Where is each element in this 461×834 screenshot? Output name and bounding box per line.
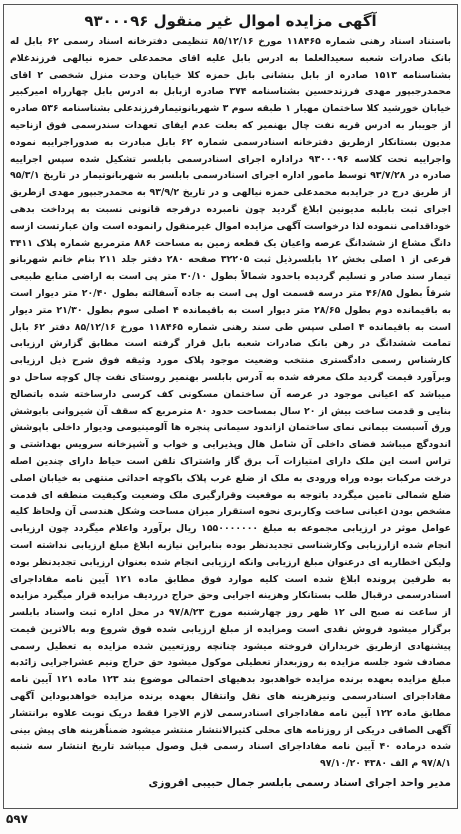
page-number: ۵۹۷ bbox=[6, 812, 28, 826]
auction-notice bbox=[3, 4, 458, 809]
notice-title: آگهی مزایده اموال غیر منقول ۹۳۰۰۰۹۶ bbox=[84, 12, 377, 30]
notice-body-text: باستناد اسناد رهنی شماره ۱۱۸۴۶۵ مورخ ۸۵/۱۲/۱۶ تنظیمی دفترخانه اسناد رسمی ۶۲ بابل له بانک صادرات شعبه سعیدالعلما به ادرس بابل علیه اقای محمدعلی حمزه نیالهی فرزندغلام بشناسنامه ۱۵۱۳ صادره از بابل بنشانی بابل حمزه کلا خیابان وحدت منزل شخصی ۲ اقای محمدرجبپور مهدی فرزندحسین بشناسنامه ۳۷۴ صادره ازبابل به ادرس بابل چهارراه امیرکبیر خیابان خورشید کلا ساختمان مهیار ۱ طبقه سوم ۳ شهربانوتیمارفرزندعلی بشناسنامه ۵۳۶ صادره از جویبار به ادرس قریه نفت چال بهنمیر که بعلت عدم ایفای تعهدات سندرسمی فوق ازناحیه مدیون بستانکار ازطریق دفترخانه اسنادرسمی شماره ۶۲ بابل مبادرت به صدوراجراییه نموده واجراییه تحت کلاسه ۹۳۰۰۰۹۶ دراداره اجرای اسنادرسمی بابلسر تشکیل شده سپس اجراییه صادره در ۹۳/۷/۲۸ توسط مامور اداره اجرای اسنادرسمی بابلسر به شهربانوتیمار در تاریخ ۹۵/۳/۱ از طریق درج در جرایدبه محمدعلی حمزه نیالهی و در تاریخ ۹۳/۹/۲ به محمدرجبپور مهدی ازطریق اجرای ثبت بابلبه مدیونین ابلاغ گردید چون نامبرده درفرجه قانونی نسبت به پرداخت بدهی خوداقدامی ننموده لذا درخواست آگهی مزایده اموال غیرمنقول رانموده است وان عبارتست ازسه دانگ مشاع از ششدانگ عرصه واعیان یک قطعه زمین به مساحت ۸۸۶ مترمربع شماره پلاک ۳۴۱۱ فرعی از ۱ اصلی بخش ۱۲ بابلسرذیل ثبت ۳۲۲۰۵ صفحه ۲۸۰ دفتر جلد ۲۱۱ بنام خانم شهربانو تیمار سند صادر و تسلیم گردیده باحدود شمالاً بطول ۳۰/۱۰ متر پی است به اراضی منابع طبیعی شرقاً بطول ۴۶/۸۵ متر درسه قسمت اول پی است به جاده آسفالته بطول ۲۰/۴۰ متر دیوار است به باقیمانده دوم بطول ۲۸/۶۵ متر دیوار است به باقیمانده ۴ اصلی سوم بطول ۲۱/۳۰ متر دیوار است به باقیمانده ۴ اصلی سپس طی سند رهنی شماره ۱۱۸۴۶۵ مورخ ۸۵/۱۲/۱۶ دفتر ۶۲ بابل تمامت ششدانگ در رهن بانک صادرات شعبه بابل قرار گرفته است مطابق گزارش ارزیابی کارشناس رسمی دادگستری منتخب وضعیت موجود پلاک مورد وثیقه فوق شرح ذیل ارزیابی وبرآورد قیمت گردید ملک معرفه شده به آدرس بابلسر بهنمیر روستای نفت چال کوچه ساحل دو میباشد که اعیانی موجود در عرصه آن ساختمان مسکونی کف کرسی دارساخته شده باتصالح بنایی و قدمت ساخت بیش از ۲۰ سال بمساحت حدود ۸۰ مترمربع که سقف آن شیروانی بابوشش ورق آسبست بیمانی نمای ساختمان ازاندود سیمانی پنجره ها آلومینیومی ودیوار داخلی باپوشش اندودگچ میباشد فضای داخلی آن شامل هال وپذیرایی و خواب و آشپزخانه سرویس بهداشتی و تراس است این ملک دارای امتیازات آب برق گاز واشتراک تلفن است حیاط دارای چندین اصله درخت مرکبات بوده وراه ورودی به ملک از ضلع غرب پلاک باکوچه احداثی منتهی به خیابان اصلی ضلع شمالی تامین میگردد باتوجه به موقعیت وقرارگیری ملک وضعیت وکیفیت منطقه ای قدمت مشخص بودن اعیانی ساخت وکاربری نحوه استقرار میزان مساحت وشکل هندسی آن ولحاظ کلیه عوامل موثر در ارزیابی مجموعه به مبلغ ۱۵۵۰۰۰۰۰۰۰ ریال برآورد واعلام میگردد چون ارزیابی انجام شده ازارزیابی وکارشناسی تجدیدنظر بوده بنابراین نیازبه ابلاغ مبلغ ارزیابی نداشته است وليكن اخطاریه ای درعنوان مبلغ ارزیابی وانکه ارزیابی انجام شده بعنوان ارزیابی تجدیدنظر بوده به طرفین پرونده ابلاغ شده است کلیه موارد فوق مطابق ماده ۱۲۱ آیین نامه مفاداجرای اسنادرسمی درقبال طلب بستانکار وهزینه اجرایی وحق حراج درردیف مزایده قرار میگیرد مزایده از ساعت نه صبح الی ۱۲ ظهر روز چهارشنبه مورخ ۹۷/۸/۲۳ در محل اداره ثبت واسناد بابلسر برگزار میشود فروش نقدی است ومزایده از مبلغ ارزیابی شده فوق شروع وبه بالاترین قیمت پیشنهادی ازطریق خریداران فروخته میشود چنانچه روزتعیین شده مزایده به تعطیل رسمی مصادف شود جلسه مزایده به روزبعداز تعطیلی موکول میشود حق حراج ونیم عشراجرایی زائدبه مبلغ مزایده بعهده برنده مزایده خواهدبود بدهیهای احتمالی موضوع بند ۱۲۳ ماده ۱۲۱ آیین نامه مفاداجرای اسنادرسمی ونیزهزینه های نقل وانتقال بعهده برنده مزایده خواهدبوداین آگهی مطابق ماده ۱۲۲ آیین نامه مفاداجرای اسنادرسمی لازم الاجرا فقط دریک نوبت علاوه برانتشار آگهی الصاقی دریکی از روزنامه های محلی کثیرالانتشار منتشر میشود ضمناًهزینه های پیش بینی شده درماده ۴۰ آیین نامه مفاداجرای اسناد رسمی قبل وصول میباشد تاریخ انتشار سه شنبه ۹۷/۸/۱ م الف ۴۳۸۰ ۹۷/۱۰/۲۰ bbox=[10, 36, 452, 770]
notice-signature: مدیر واحد اجرای اسناد رسمی بابلسر جمال حبیبی افروزی bbox=[148, 777, 451, 790]
